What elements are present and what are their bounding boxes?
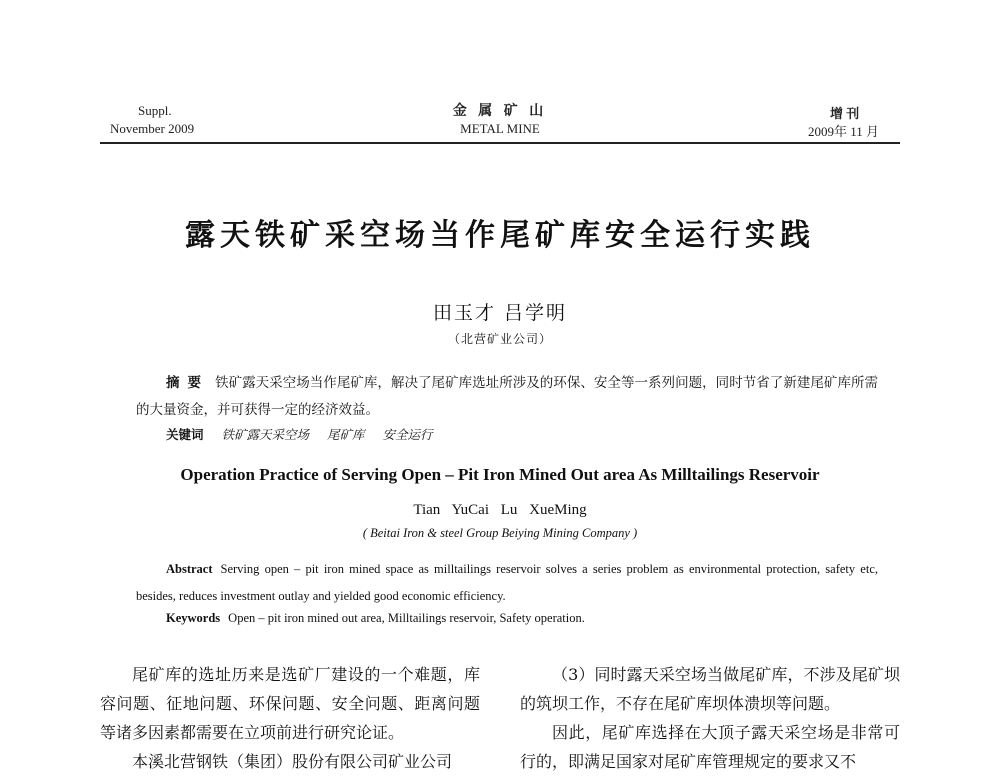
- paper-title-en: Operation Practice of Serving Open – Pit Iron Mined Out area As Milltailings Reservoir: [180, 465, 820, 484]
- keyword-cn-3: 安全运行: [382, 427, 433, 442]
- affiliation-cn: （北营矿业公司）: [447, 332, 552, 346]
- authors-en: Tian YuCai Lu XueMing: [413, 502, 587, 518]
- body-column-left: [100, 660, 480, 776]
- abstract-en-text: Serving open – pit iron mined space as milltailings reservoir solves a series problem as environmental protection, safety etc, besides, reduces investment outlay and yielded good economic efficiency.: [136, 562, 878, 603]
- keyword-cn-2: 尾矿库: [327, 427, 365, 442]
- abstract-cn-text: 铁矿露天采空场当作尾矿库，解决了尾矿库选址所涉及的环保、安全等一系列问题，同时节省了新建尾矿库所需的大量资金，并可获得一定的经济效益。: [136, 375, 879, 418]
- keyword-cn-1: 铁矿露天采空场: [221, 427, 310, 442]
- abstract-en: [136, 556, 878, 610]
- header-left-suppl: Suppl.: [138, 103, 172, 118]
- affiliation-en: ( Beitai Iron & steel Group Beiying Mining Company ): [362, 526, 638, 540]
- body-paragraph: （3）同时露天采空场当做尾矿库，不涉及尾矿坝的筑坝工作，不存在尾矿库坝体溃坝等问题。: [520, 665, 900, 713]
- journal-name-en: METAL MINE: [460, 121, 540, 136]
- keywords-cn-label: 关键词: [166, 427, 204, 442]
- keywords-en-text: Open – pit iron mined out area, Milltailings reservoir, Safety operation.: [228, 611, 585, 625]
- body-paragraph: 尾矿库的选址历来是选矿厂建设的一个难题，库容问题、征地问题、环保问题、安全问题、距离问题等诸多因素都需要在立项前进行研究论证。: [100, 665, 480, 742]
- body-paragraph: 因此，尾矿库选择在大顶子露天采空场是非常可行的，即满足国家对尾矿库管理规定的要求又不: [520, 723, 900, 771]
- body-column-right: [520, 660, 900, 776]
- keywords-en: [166, 611, 585, 626]
- body-paragraph: 本溪北营钢铁（集团）股份有限公司矿业公司: [132, 752, 453, 771]
- header-left-date: November 2009: [110, 121, 195, 136]
- abstract-cn: [136, 370, 878, 424]
- keywords-cn: [166, 425, 447, 443]
- abstract-cn-label: 摘要: [166, 375, 210, 391]
- paper-title-cn: 露天铁矿采空场当作尾矿库安全运行实践: [185, 218, 815, 253]
- header-right-suppl: 增 刊: [830, 106, 860, 121]
- keywords-en-label: Keywords: [166, 611, 221, 625]
- abstract-en-label: Abstract: [166, 562, 213, 576]
- authors-cn: 田玉才 吕学明: [432, 302, 568, 324]
- header-right-date: 2009年 11 月: [808, 124, 880, 139]
- journal-name-cn: 金 属 矿 山: [452, 104, 548, 119]
- header-rule: [100, 142, 900, 144]
